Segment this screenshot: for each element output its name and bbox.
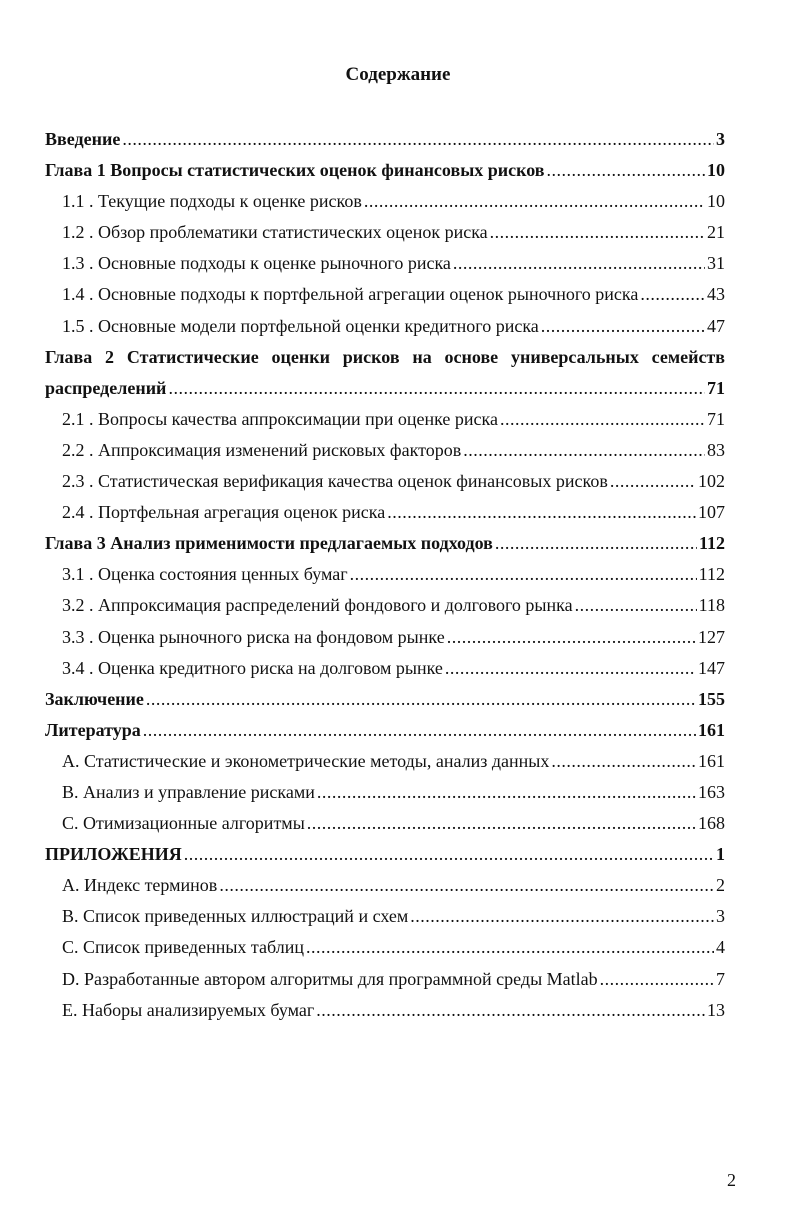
toc-entry-section[interactable]	[45, 217, 725, 248]
toc-entry-label: 1.5 . Основные модели портфельной оценки кредитного риска	[62, 315, 539, 336]
toc-entry-page: 31	[707, 253, 725, 274]
toc-entry-label: A. Статистические и эконометрические методы, анализ данных	[62, 750, 550, 771]
dot-leader	[541, 311, 705, 342]
toc-entry-label: 3.3 . Оценка рыночного риска на фондовом рынке	[62, 626, 445, 647]
toc-entry-label: 1.1 . Текущие подходы к оценке рисков	[62, 191, 362, 212]
dot-leader	[168, 373, 705, 404]
toc-entry-page: 112	[698, 564, 725, 585]
toc-entry-page: 161	[698, 750, 725, 771]
dot-leader	[495, 528, 697, 559]
dot-leader	[551, 746, 696, 777]
dot-leader	[447, 622, 696, 653]
toc-entry-label: C. Отимизационные алгоритмы	[62, 813, 305, 834]
toc-entry-page: 2	[716, 875, 725, 896]
toc-entry-label: 2.3 . Статистическая верификация качества оценок финансовых рисков	[62, 471, 608, 492]
toc-entry-page: 71	[707, 377, 725, 398]
toc-entry-label: D. Разработанные автором алгоритмы для программной среды Matlab	[62, 968, 598, 989]
toc-entry-chapter-3[interactable]	[45, 528, 725, 559]
toc-entry-section[interactable]	[45, 590, 725, 621]
toc-entry-label: B. Анализ и управление рисками	[62, 781, 315, 802]
dot-leader	[364, 186, 705, 217]
heading-word: универсальных	[510, 346, 639, 367]
toc-entry-label: 3.2 . Аппроксимация распределений фондового и долгового рынка	[62, 595, 573, 616]
toc-entry-chapter-1[interactable]	[45, 155, 725, 186]
dot-leader	[547, 155, 705, 186]
toc-entry-label: 3.1 . Оценка состояния ценных бумаг	[62, 564, 348, 585]
dot-leader	[453, 248, 705, 279]
dot-leader	[610, 466, 696, 497]
toc-entry-section[interactable]	[45, 497, 725, 528]
toc-entry-section[interactable]	[45, 466, 725, 497]
dot-leader	[575, 590, 697, 621]
toc-entry-page: 83	[707, 439, 725, 460]
dot-leader	[317, 777, 696, 808]
dot-leader	[307, 808, 696, 839]
toc-entry-section[interactable]	[45, 435, 725, 466]
table-of-contents	[45, 124, 725, 1026]
toc-entry-label: Литература	[45, 719, 141, 740]
toc-entry-label: Введение	[45, 129, 121, 149]
toc-entry-section[interactable]	[45, 932, 725, 963]
toc-entry-page: 10	[707, 191, 725, 212]
toc-entry-page: 155	[698, 688, 725, 709]
toc-entry-section[interactable]	[45, 901, 725, 932]
toc-entry-label: Глава 1 Вопросы статистических оценок финансовых рисков	[45, 160, 545, 181]
toc-entry-page: 13	[707, 999, 725, 1020]
toc-entry-section[interactable]	[45, 186, 725, 217]
toc-entry-label: распределений	[45, 377, 167, 398]
toc-entry-section[interactable]	[45, 746, 725, 777]
dot-leader	[146, 684, 696, 715]
heading-word: Глава	[45, 346, 93, 367]
toc-entry-label: 2.2 . Аппроксимация изменений рисковых факторов	[62, 439, 462, 460]
dot-leader	[306, 932, 714, 963]
toc-entry-chapter-2-line-2[interactable]	[45, 373, 725, 404]
toc-entry-chapter-2-line-1[interactable]	[45, 342, 725, 373]
toc-entry-page: 21	[707, 222, 725, 243]
toc-entry-page: 1	[716, 844, 725, 865]
toc-entry-page: 107	[698, 502, 725, 523]
toc-entry-section[interactable]	[45, 653, 725, 684]
toc-entry-section[interactable]	[45, 404, 725, 435]
toc-entry-label: E. Наборы анализируемых бумаг	[62, 999, 315, 1020]
dot-leader	[410, 901, 714, 932]
toc-entry-section[interactable]	[45, 870, 725, 901]
dot-leader	[350, 559, 697, 590]
toc-entry-page: 112	[698, 533, 725, 554]
dot-leader	[445, 653, 696, 684]
dot-leader	[640, 279, 705, 310]
dot-leader	[387, 497, 696, 528]
dot-leader	[184, 839, 714, 870]
toc-entry-label: ПРИЛОЖЕНИЯ	[45, 844, 182, 865]
toc-entry-label: 2.4 . Портфельная агрегация оценок риска	[62, 502, 386, 523]
toc-entry-section[interactable]	[45, 777, 725, 808]
toc-entry-literature[interactable]	[45, 715, 725, 746]
heading-word: на	[412, 346, 432, 367]
toc-entry-section[interactable]	[45, 559, 725, 590]
toc-entry-label: 1.2 . Обзор проблематики статистических оценок риска	[62, 222, 488, 243]
toc-entry-page: 168	[698, 813, 725, 834]
dot-leader	[316, 995, 705, 1026]
toc-entry-page: 118	[698, 595, 725, 616]
page-number: 2	[727, 1170, 736, 1190]
heading-word: основе	[444, 346, 499, 367]
heading-word: 2	[105, 346, 115, 367]
toc-entry-page: 3	[716, 129, 725, 149]
toc-entry-label: C. Список приведенных таблиц	[62, 937, 304, 958]
toc-entry-section[interactable]	[45, 808, 725, 839]
toc-entry-section[interactable]	[45, 311, 725, 342]
toc-entry-page: 163	[698, 781, 725, 802]
dot-leader	[500, 404, 705, 435]
toc-entry-section[interactable]	[45, 964, 725, 995]
dot-leader	[463, 435, 705, 466]
toc-entry-label: Глава 3 Анализ применимости предлагаемых подходов	[45, 533, 493, 554]
heading-word: оценки	[271, 346, 330, 367]
toc-entry-page: 10	[707, 160, 725, 181]
toc-entry-label: 1.3 . Основные подходы к оценке рыночного риска	[62, 253, 451, 274]
toc-entry-page: 47	[707, 315, 725, 336]
dot-leader	[143, 715, 696, 746]
toc-entry-label: Заключение	[45, 688, 144, 709]
toc-entry-label: B. Список приведенных иллюстраций и схем	[62, 906, 409, 927]
toc-entry-introduction[interactable]	[45, 124, 725, 155]
toc-entry-section[interactable]	[45, 995, 725, 1026]
toc-entry-section[interactable]	[45, 248, 725, 279]
toc-entry-page: 7	[716, 968, 725, 989]
toc-entry-label: A. Индекс терминов	[62, 875, 218, 896]
toc-entry-page: 43	[707, 284, 725, 305]
heading-word: семейств	[651, 346, 725, 367]
dot-leader	[490, 217, 705, 248]
dot-leader	[219, 870, 714, 901]
toc-entry-label: 3.4 . Оценка кредитного риска на долговом рынке	[62, 657, 443, 678]
toc-entry-page: 161	[698, 719, 725, 740]
dot-leader	[600, 964, 714, 995]
toc-entry-page: 71	[707, 408, 725, 429]
toc-entry-section[interactable]	[45, 279, 725, 310]
toc-entry-section[interactable]	[45, 622, 725, 653]
toc-entry-conclusion[interactable]	[45, 684, 725, 715]
page-title: Содержание	[345, 64, 451, 85]
toc-entry-page: 4	[716, 937, 725, 958]
heading-word: Статистические	[126, 346, 259, 367]
toc-entry-appendices[interactable]	[45, 839, 725, 870]
toc-entry-label: 1.4 . Основные подходы к портфельной агрегации оценок рыночного риска	[62, 284, 639, 305]
toc-entry-page: 127	[698, 626, 725, 647]
dot-leader	[122, 124, 714, 155]
toc-entry-page: 102	[698, 471, 725, 492]
toc-entry-page: 147	[698, 657, 725, 678]
toc-entry-page: 3	[716, 906, 725, 927]
toc-entry-label: 2.1 . Вопросы качества аппроксимации при оценке риска	[62, 408, 498, 429]
heading-word: рисков	[342, 346, 400, 367]
